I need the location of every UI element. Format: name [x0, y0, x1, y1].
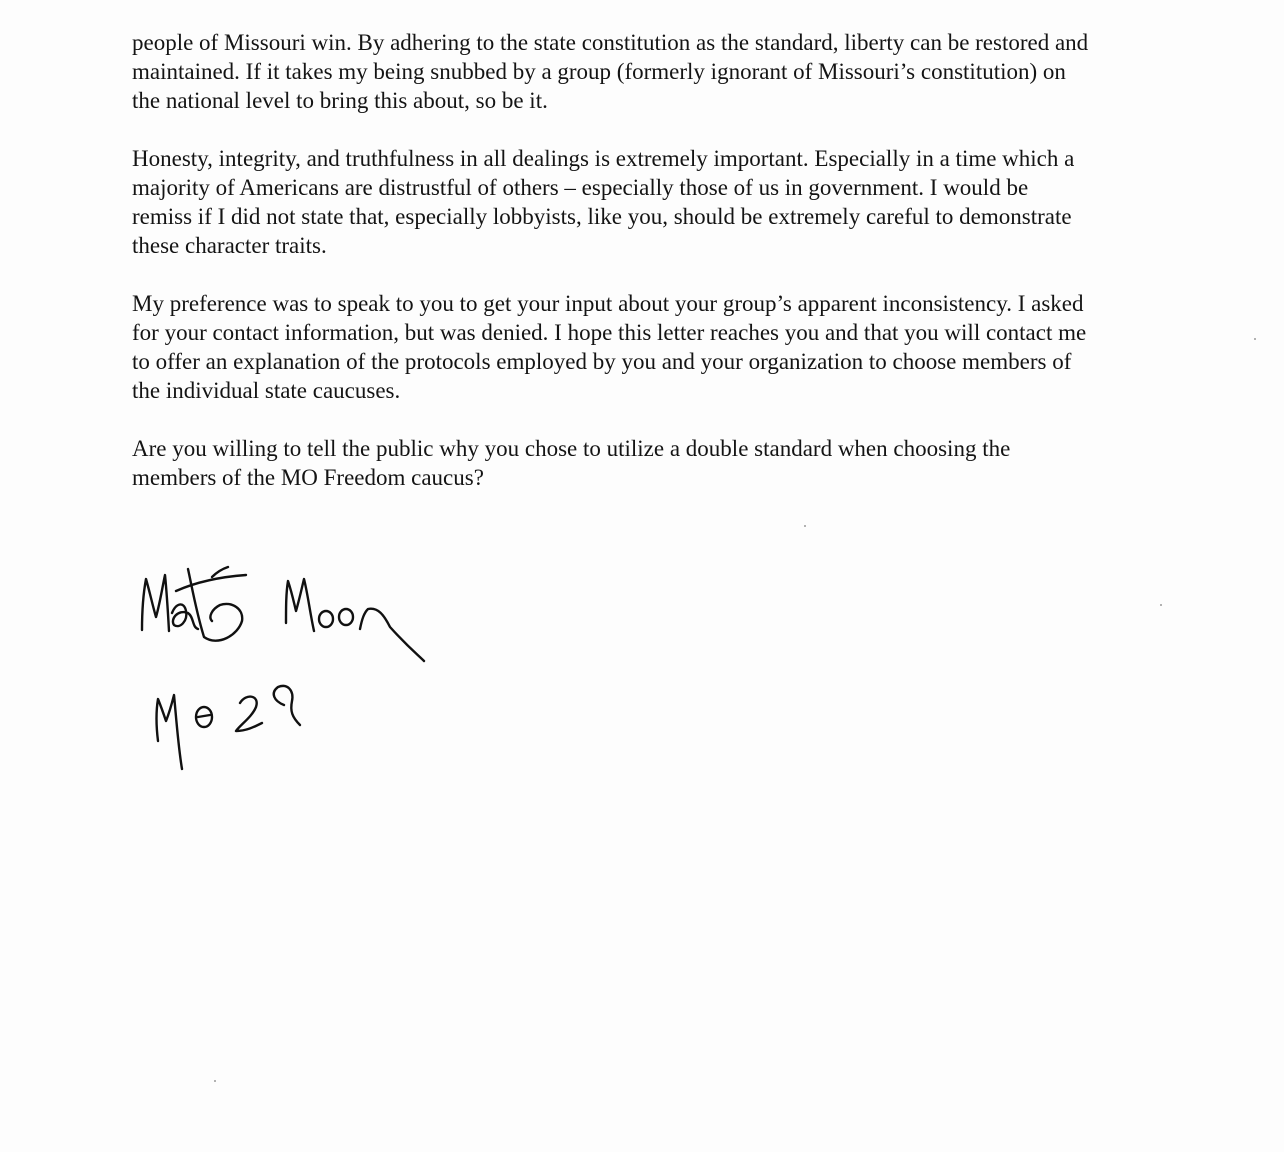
- scan-speck: [1160, 604, 1162, 606]
- text-line: the national level to bring this about, so be it.: [132, 88, 548, 113]
- text-line: Honesty, integrity, and truthfulness in all dealings is extremely important. Especially in a time which a: [132, 146, 1075, 171]
- text-line: maintained. If it takes my being snubbed by a group (formerly ignorant of Missouri’s constitution) on: [132, 59, 1066, 84]
- letter-body: [132, 28, 1212, 521]
- scan-speck: [804, 525, 806, 527]
- text-line: majority of Americans are distrustful of others – especially those of us in government. I would be: [132, 175, 1029, 200]
- text-line: members of the MO Freedom caucus?: [132, 465, 484, 490]
- text-line: the individual state caucuses.: [132, 378, 401, 403]
- text-line: My preference was to speak to you to get your input about your group’s apparent inconsistency. I asked: [132, 291, 1084, 316]
- scan-speck: [214, 1080, 216, 1082]
- text-line: Are you willing to tell the public why you chose to utilize a double standard when choosing the: [132, 436, 1011, 461]
- text-line: people of Missouri win. By adhering to the state constitution as the standard, liberty can be restored and: [132, 30, 1089, 55]
- text-line: remiss if I did not state that, especially lobbyists, like you, should be extremely careful to demonstrate: [132, 204, 1072, 229]
- paragraph-4: [132, 434, 1212, 492]
- scan-speck: [1254, 338, 1256, 340]
- text-line: to offer an explanation of the protocols employed by you and your organization to choose members of: [132, 349, 1072, 374]
- text-line: for your contact information, but was denied. I hope this letter reaches you and that you will contact me: [132, 320, 1087, 345]
- paragraph-3: [132, 289, 1212, 405]
- paragraph-2: [132, 144, 1212, 260]
- text-line: these character traits.: [132, 233, 327, 258]
- paragraph-1: [132, 28, 1212, 115]
- handwritten-signature: [128, 555, 448, 785]
